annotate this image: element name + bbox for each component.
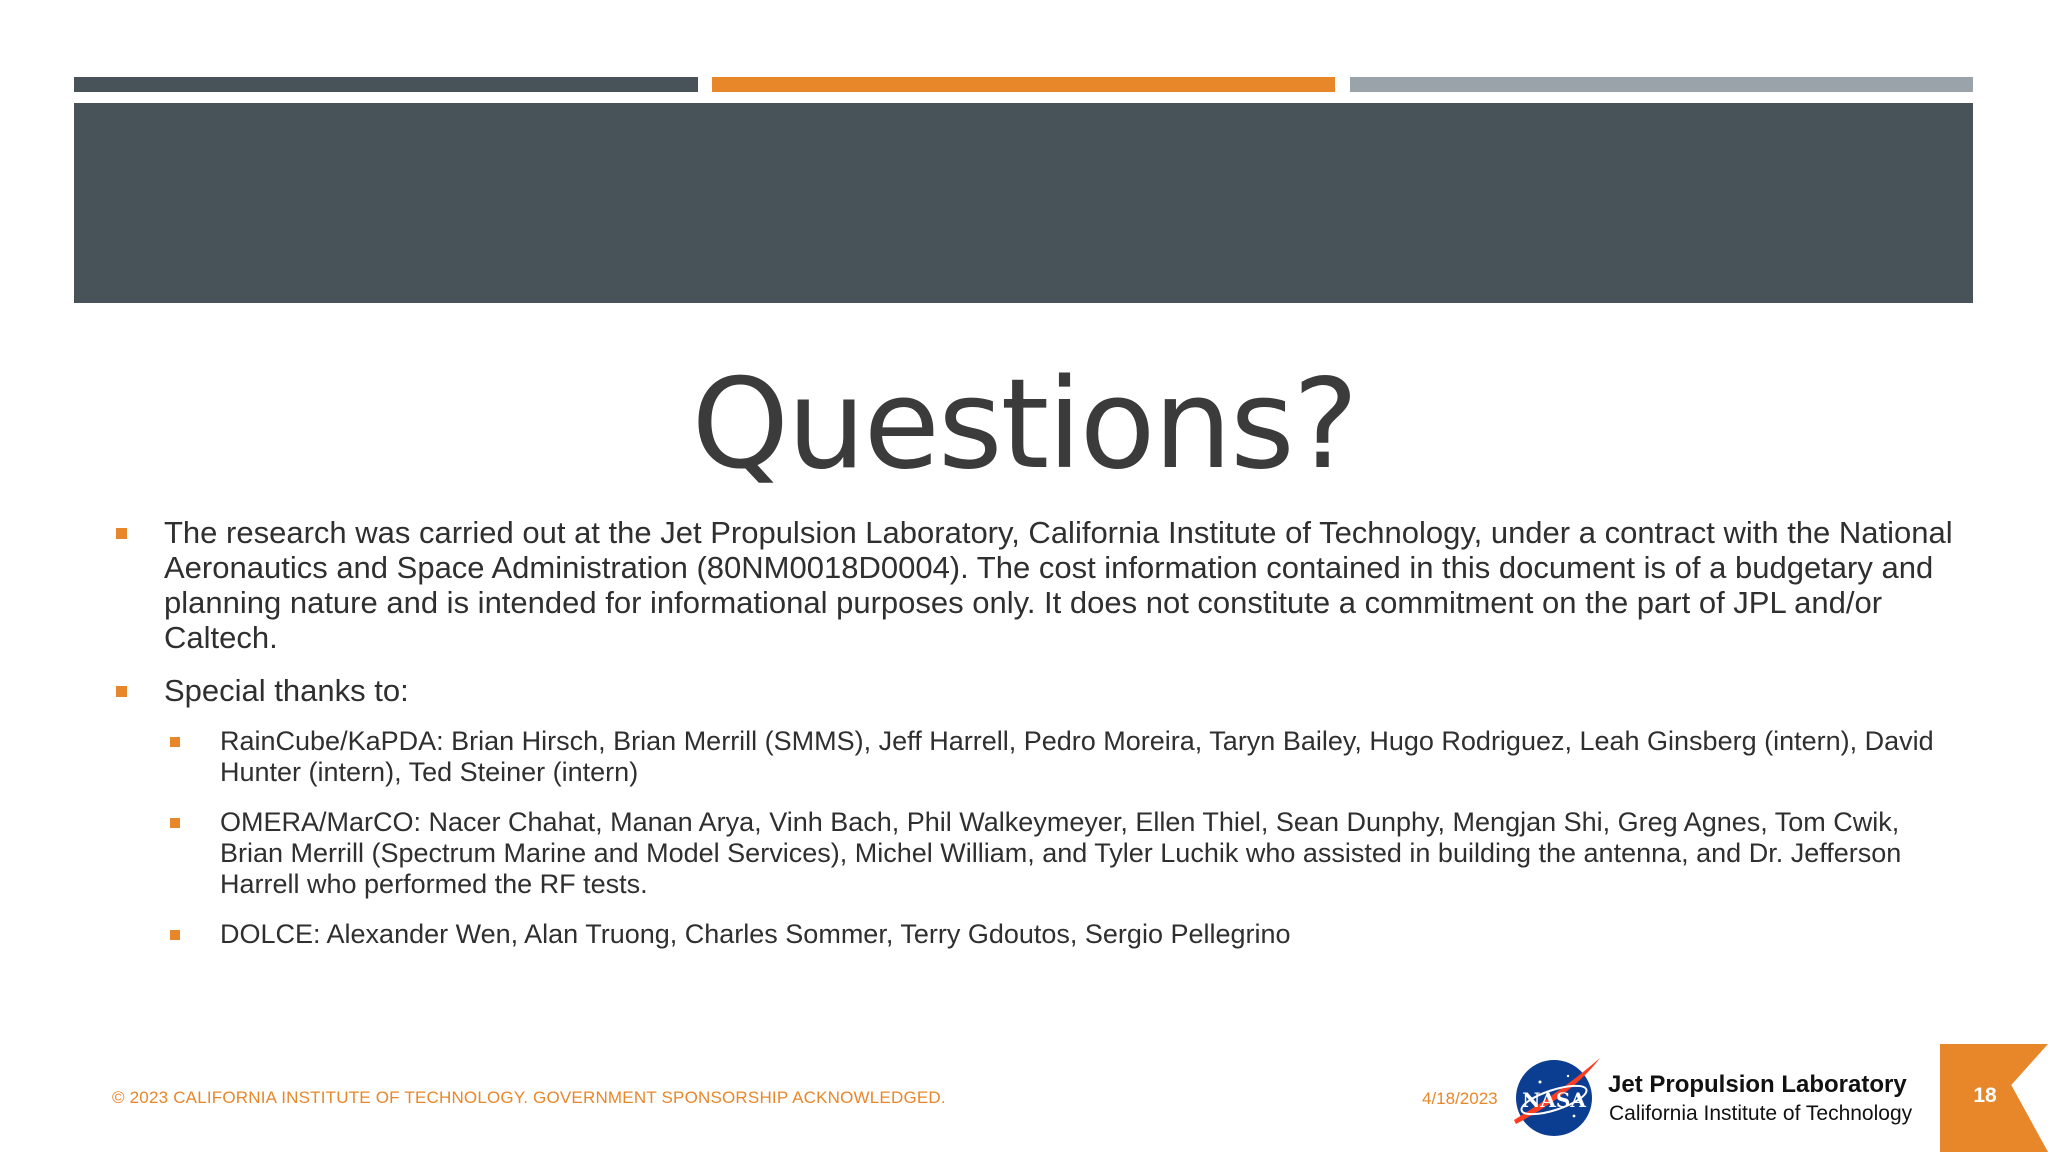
bullet-text: Special thanks to: <box>164 673 409 708</box>
bullet-acknowledgement <box>110 515 1960 655</box>
bullet-square-icon <box>116 686 127 697</box>
bullet-square-icon <box>170 818 180 828</box>
sub-bullet-text: DOLCE: Alexander Wen, Alan Truong, Charles Sommer, Terry Gdoutos, Sergio Pellegrino <box>220 919 1291 949</box>
bullet-square-icon <box>170 737 180 747</box>
org-name: Jet Propulsion Laboratory <box>1608 1071 1907 1098</box>
header-band <box>74 103 1973 303</box>
sub-bullet-text: OMERA/MarCO: Nacer Chahat, Manan Arya, Vinh Bach, Phil Walkeymeyer, Ellen Thiel, Sean Dunphy, Mengjan Shi, Greg Agnes, Tom Cwik, Brian Merrill (Spectrum Marine and Model Services), Michel William, and Tyler Luchik who assisted in building the antenna, and Dr. Jefferson Harrell who performed the RF tests. <box>220 807 1902 899</box>
header-stripe-slate <box>74 77 698 92</box>
slide-title: Questions? <box>691 353 1357 497</box>
org-subtitle: California Institute of Technology <box>1609 1102 1913 1125</box>
header-stripe-orange <box>712 77 1335 92</box>
footer-copyright: © 2023 CALIFORNIA INSTITUTE OF TECHNOLOGY. GOVERNMENT SPONSORSHIP ACKNOWLEDGED. <box>112 1088 946 1107</box>
header-stripe-gray <box>1350 77 1973 92</box>
bullet-text: The research was carried out at the Jet Propulsion Laboratory, California Institute of Technology, under a contract with the National Aeronautics and Space Administration (80NM0018D0004). The cost information contained in this document is of a budgetary and planning nature and is intended for informational purposes only. It does not constitute a commitment on the part of JPL and/or Caltech. <box>164 515 1953 655</box>
sub-bullet-text: RainCube/KaPDA: Brian Hirsch, Brian Merrill (SMMS), Jeff Harrell, Pedro Moreira, Taryn Bailey, Hugo Rodriguez, Leah Ginsberg (intern), David Hunter (intern), Ted Steiner (intern) <box>220 726 1934 787</box>
page-number: 18 <box>1973 1084 1997 1107</box>
sub-bullet-dolce <box>110 919 1960 950</box>
sub-bullet-raincube <box>110 726 1960 788</box>
bullet-square-icon <box>170 930 180 940</box>
sub-bullet-omera <box>110 807 1960 900</box>
footer-date: 4/18/2023 <box>1422 1089 1498 1108</box>
bullet-special-thanks <box>110 673 1960 708</box>
svg-text:NASA: NASA <box>1522 1088 1586 1112</box>
bullet-square-icon <box>116 528 127 539</box>
nasa-logo-icon <box>1510 1054 1602 1138</box>
slide-body <box>110 515 1960 969</box>
